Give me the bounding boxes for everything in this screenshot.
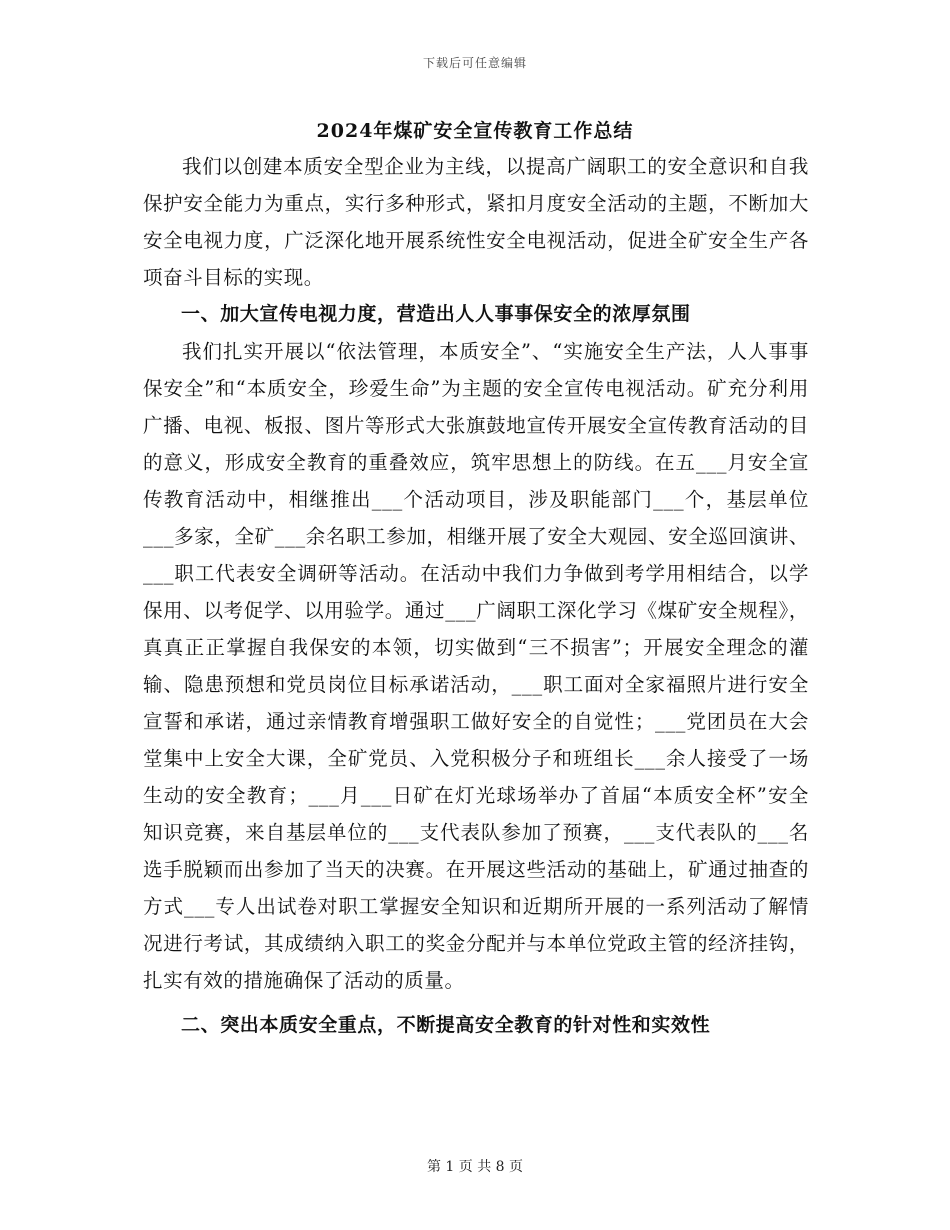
section-2-heading: 二、突出本质安全重点，不断提高安全教育的针对性和实效性 [181, 1014, 711, 1036]
section-1-paragraph: 我们扎实开展以“依法管理，本质安全”、“实施安全生产法，人人事事保安全”和“本质安全，珍爱生命”为主题的安全宣传电视活动。矿充分利用广播、电视、板报、图片等形式大张旗鼓地宣传开展安全宣传教育活动的目的意义，形成安全教育的重叠效应，筑牢思想上的防线。在五___月安全宣传教育活动中，相继推出___个活动项目，涉及职能部门___个，基层单位___多家，全矿___余名职工参加，相继开展了安全大观园、安全巡回演讲、___职工代表安全调研等活动。在活动中我们力争做到考学用相结合，以学保用、以考促学、以用验学。通过___广阔职工深化学习《煤矿安全规程》，真真正正掌握自我保安的本领，切实做到“三不损害”；开展安全理念的灌输、隐患预想和党员岗位目标承诺活动，___职工面对全家福照片进行安全宣誓和承诺，通过亲情教育增强职工做好安全的自觉性；___党团员在大会堂集中上安全大课，全矿党员、入党积极分子和班组长___余人接受了一场生动的安全教育；___月___日矿在灯光球场举办了首届“本质安全杯”安全知识竞赛，来自基层单位的___支代表队参加了预赛，___支代表队的___名选手脱颖而出参加了当天的决赛。在开展这些活动的基础上，矿通过抽查的方式___专人出试卷对职工掌握安全知识和近期所开展的一系列活动了解情况进行考试，其成绩纳入职工的奖金分配并与本单位党政主管的经济挂钩，扎实有效的措施确保了活动的质量。 [143, 340, 809, 992]
intro-paragraph: 我们以创建本质安全型企业为主线，以提高广阔职工的安全意识和自我保护安全能力为重点，实行多种形式，紧扣月度安全活动的主题，不断加大安全电视力度，广泛深化地开展系统性安全电视活动，促进全矿安全生产各项奋斗目标的实现。 [143, 155, 809, 289]
section-1-heading: 一、加大宣传电视力度，营造出人人事事保安全的浓厚氛围 [181, 303, 691, 325]
page-number-footer: 第 1 页 共 8 页 [426, 1159, 524, 1175]
document-body [143, 148, 809, 1044]
header-note: 下载后可任意编辑 [422, 56, 527, 70]
document-title: 2024年煤矿安全宣传教育工作总结 [316, 120, 634, 142]
